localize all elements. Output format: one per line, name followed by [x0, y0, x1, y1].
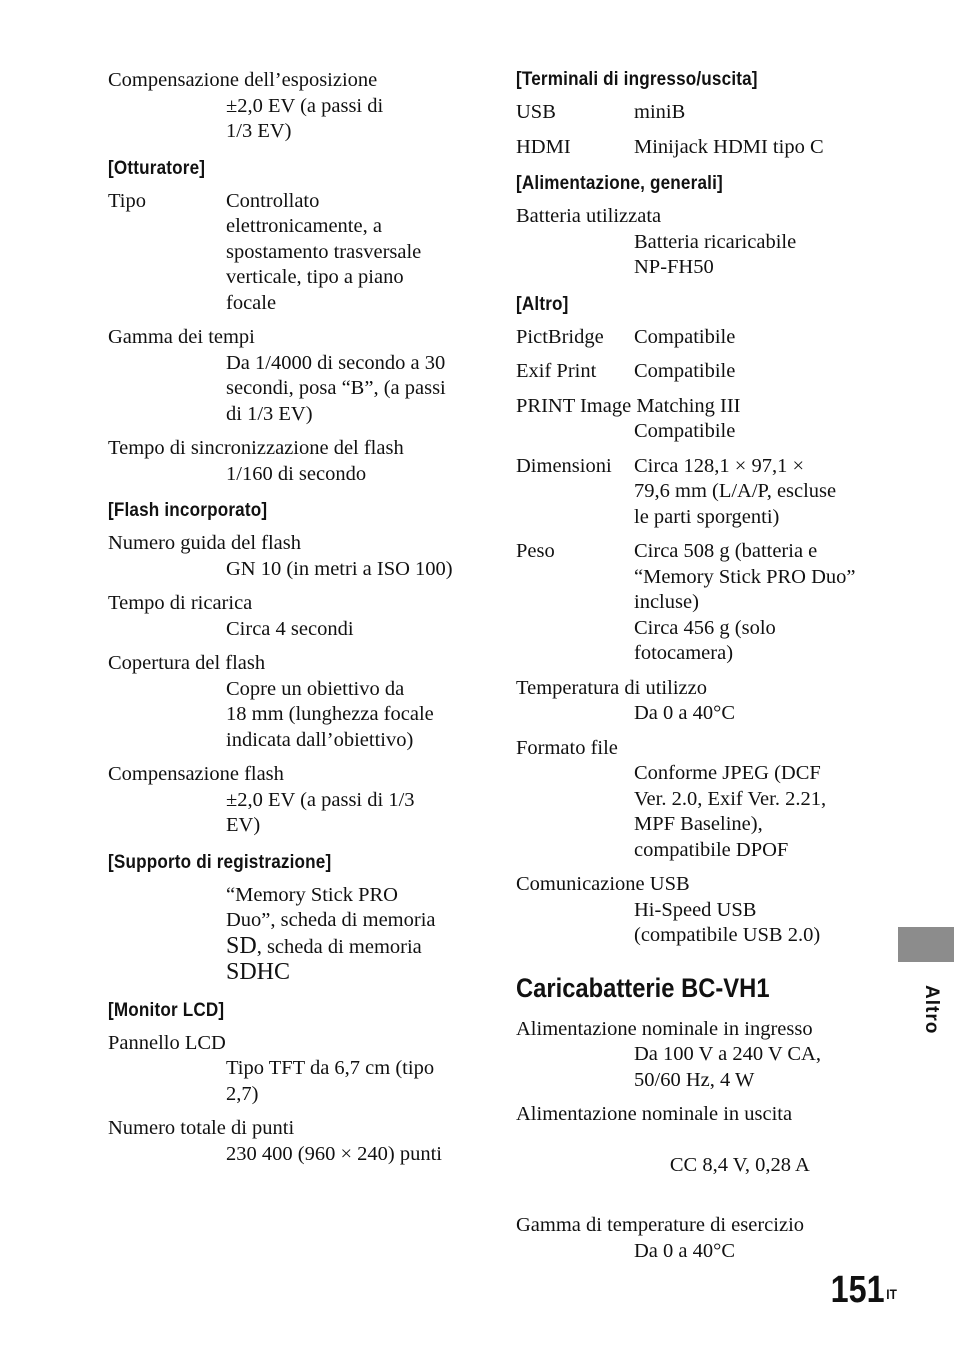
section-heading-shutter: [Otturatore]: [108, 157, 206, 179]
spec-label: Dimensioni: [516, 454, 612, 477]
section-tab-marker: [898, 927, 954, 962]
spec-value: “Memory Stick PRO Duo”, scheda di memoria SD, scheda di memoria SDHC: [226, 883, 436, 985]
spec-shutter-speed-range: [108, 325, 488, 427]
spec-charger-temperature-range: [516, 1213, 888, 1264]
spec-label: Compensazione flash: [108, 763, 284, 785]
spec-value: Conforme JPEG (DCF Ver. 2.0, Exif Ver. 2.21, MPF Baseline), compatibile DPOF: [634, 762, 827, 861]
spec-hdmi: [516, 135, 888, 161]
spec-label: Gamma di temperature di esercizio: [516, 1214, 805, 1236]
spec-label: Numero totale di punti: [108, 1117, 295, 1139]
spec-value: Minijack HDMI tipo C: [634, 135, 824, 158]
spec-exif-print: [516, 359, 888, 385]
spec-battery: [516, 204, 888, 281]
spec-value: CC 8,4 V, 0,28 A: [664, 1154, 810, 1176]
spec-value: ±2,0 EV (a passi di 1/3 EV): [226, 94, 384, 142]
spec-charger-input: [516, 1017, 888, 1094]
spec-value: GN 10 (in metri a ISO 100): [226, 557, 453, 580]
spec-label: Batteria utilizzata: [516, 205, 662, 227]
spec-value: Da 1/4000 di secondo a 30 secondi, posa “B”, (a passi di 1/3 EV): [226, 351, 446, 425]
spec-value: Da 100 V a 240 V CA, 50/60 Hz, 4 W: [634, 1043, 821, 1091]
spec-lcd-panel: [108, 1031, 488, 1108]
spec-label: Tipo: [108, 189, 146, 212]
spec-flash-guide-number: [108, 531, 488, 582]
page-number-value: 151: [830, 1269, 885, 1311]
spec-label: Numero guida del flash: [108, 532, 301, 554]
section-heading-flash: [Flash incorporato]: [108, 500, 268, 521]
page-number: [831, 1268, 897, 1312]
section-heading-power: [Alimentazione, generali]: [516, 173, 723, 194]
spec-label: PRINT Image Matching III: [516, 394, 741, 417]
spec-print-image-matching: [516, 394, 888, 445]
spec-label: HDMI: [516, 135, 571, 158]
spec-label: Formato file: [516, 736, 618, 759]
spec-value: Compatibile: [634, 360, 736, 382]
spec-lcd-dots: [108, 1116, 488, 1167]
spec-usb-communication: [516, 872, 888, 949]
spec-flash-coverage: [108, 651, 488, 753]
spec-value: Hi-Speed USB (compatibile USB 2.0): [634, 898, 821, 946]
spec-label: Pannello LCD: [108, 1031, 226, 1054]
section-tab-label: Altro: [921, 985, 942, 1035]
spec-value: Copre un obiettivo da 18 mm (lunghezza focale indicata dall’obiettivo): [226, 677, 434, 751]
spec-label: Alimentazione nominale in uscita: [516, 1103, 793, 1125]
spec-flash-recycle: [108, 591, 488, 642]
spec-usb: [516, 100, 888, 126]
spec-exposure-compensation: [108, 68, 488, 145]
sdhc-logo: SDHC: [226, 959, 291, 985]
spec-label: Copertura del flash: [108, 652, 266, 674]
section-heading-lcd: [Monitor LCD]: [108, 999, 225, 1021]
spec-value: Circa 508 g (batteria e “Memory Stick PRO Duo” incluse) Circa 456 g (solo fotocamera): [634, 540, 856, 664]
spec-label: USB: [516, 101, 556, 123]
spec-label: Comunicazione USB: [516, 873, 690, 895]
spec-label: Alimentazione nominale in ingresso: [516, 1017, 813, 1040]
spec-flash-sync: [108, 436, 488, 487]
spec-charger-output: [516, 1102, 888, 1204]
spec-value: Tipo TFT da 6,7 cm (tipo 2,7): [226, 1057, 435, 1105]
spec-value: miniB: [634, 101, 686, 123]
page-language-suffix: IT: [886, 1286, 897, 1302]
spec-value: Da 0 a 40°C: [634, 1239, 735, 1262]
spec-value: ±2,0 EV (a passi di 1/3 EV): [226, 788, 415, 836]
section-heading-media: [Supporto di registrazione]: [108, 851, 332, 873]
spec-value: Da 0 a 40°C: [634, 702, 735, 724]
spec-label: Peso: [516, 540, 555, 562]
spec-recording-media: [108, 883, 488, 987]
left-column: [108, 68, 488, 1176]
spec-value: Compatibile: [634, 420, 736, 442]
spec-label: Tempo di sincronizzazione del flash: [108, 437, 404, 459]
spec-value: Batteria ricaricabile NP-FH50: [634, 230, 797, 278]
section-heading-terminals: [Terminali di ingresso/uscita]: [516, 69, 758, 90]
spec-value: Compatibile: [634, 325, 736, 348]
spec-flash-compensation: [108, 762, 488, 839]
spec-shutter-type: [108, 189, 488, 317]
spec-label: Exif Print: [516, 360, 597, 382]
spec-value: 230 400 (960 × 240) punti: [226, 1142, 442, 1165]
spec-value: Circa 128,1 × 97,1 × 79,6 mm (L/A/P, escluse le parti sporgenti): [634, 454, 837, 528]
spec-file-format: [516, 736, 888, 864]
spec-label: Tempo di ricarica: [108, 592, 253, 614]
spec-value: Circa 4 secondi: [226, 617, 354, 640]
spec-label: PictBridge: [516, 325, 604, 348]
spec-label: Compensazione dell’esposizione: [108, 69, 378, 91]
spec-dimensions: [516, 454, 888, 531]
spec-label: Gamma dei tempi: [108, 326, 255, 348]
section-heading-other: [Altro]: [516, 293, 569, 315]
sd-logo: SD: [226, 932, 257, 959]
right-column: [516, 68, 888, 1273]
spec-operating-temperature: [516, 676, 888, 727]
section-title-charger: Caricabatterie BC-VH1: [516, 972, 770, 1003]
spec-pictbridge: [516, 325, 888, 351]
spec-label: Temperatura di utilizzo: [516, 676, 707, 699]
spec-weight: [516, 539, 888, 667]
spec-value: 1/160 di secondo: [226, 462, 367, 485]
spec-value: Controllato elettronicamente, a spostamento trasversale verticale, tipo a piano focale: [226, 189, 422, 314]
